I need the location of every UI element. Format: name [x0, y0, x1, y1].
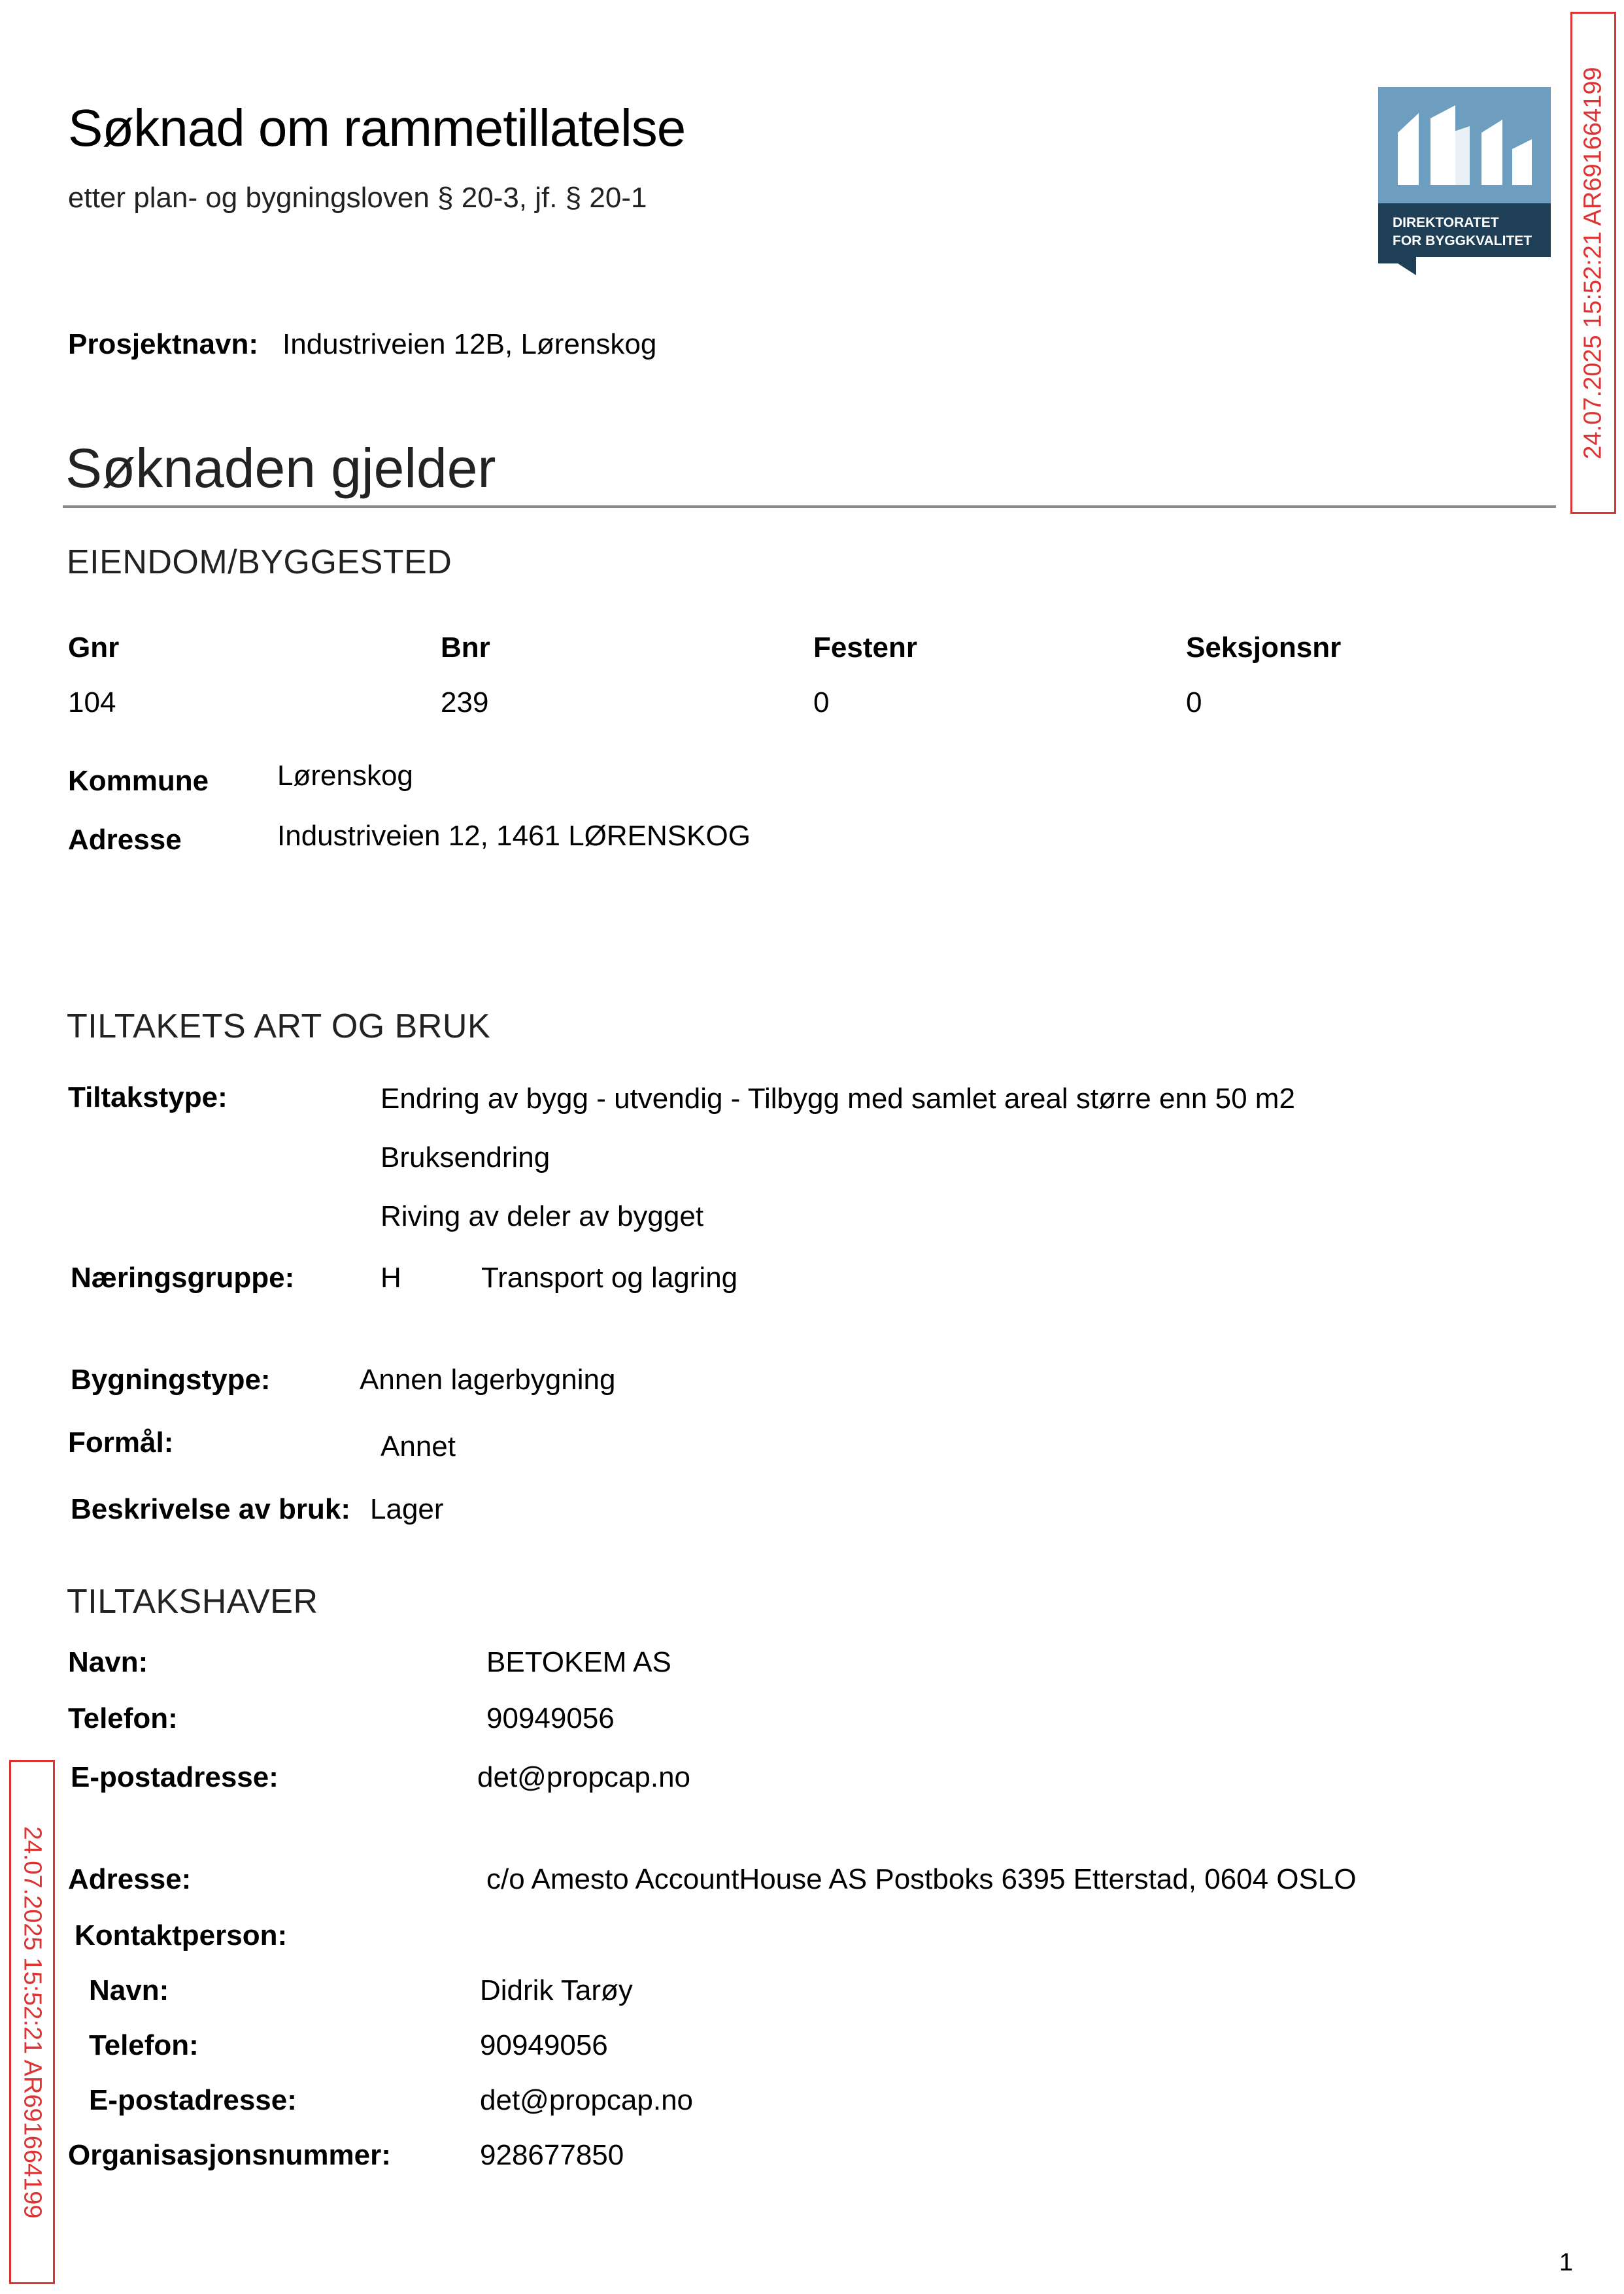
tiltakshaver-navn-label: Navn: [68, 1646, 148, 1678]
tiltakshaver-adresse-value: c/o Amesto AccountHouse AS Postboks 6395 Etterstad, 0604 OSLO [486, 1863, 1357, 1895]
bygningstype-label: Bygningstype: [71, 1364, 271, 1396]
document-subtitle: etter plan- og bygningsloven § 20-3, jf. § 20-1 [68, 182, 647, 214]
tiltakstype-value-3: Riving av deler av bygget [381, 1200, 704, 1232]
beskrivelse-av-bruk-label: Beskrivelse av bruk: [71, 1493, 351, 1525]
logo-text-line2: FOR BYGGKVALITET [1393, 233, 1532, 248]
formal-label: Formål: [68, 1426, 174, 1459]
organisasjonsnummer-label: Organisasjonsnummer: [68, 2139, 391, 2171]
tiltakshaver-telefon-value: 90949056 [486, 1702, 615, 1734]
kontaktperson-navn-label: Navn: [89, 1974, 169, 2006]
kontaktperson-epost-label: E-postadresse: [89, 2084, 297, 2116]
tiltakshaver-epost-label: E-postadresse: [71, 1761, 279, 1793]
beskrivelse-av-bruk-value: Lager [370, 1493, 444, 1525]
adresse-label: Adresse [68, 824, 182, 856]
adresse-value: Industriveien 12, 1461 LØRENSKOG [277, 820, 751, 852]
tiltakshaver-navn-value: BETOKEM AS [486, 1646, 671, 1678]
kontaktperson-navn-value: Didrik Tarøy [480, 1974, 633, 2006]
seksjonsnr-label: Seksjonsnr [1186, 632, 1342, 664]
stamp-text: 24.07.2025 15:52:21 AR691664199 [18, 1825, 46, 2219]
document-title: Søknad om rammetillatelse [68, 99, 686, 157]
organisasjonsnummer-value: 928677850 [480, 2139, 624, 2171]
naeringsgruppe-value: Transport og lagring [481, 1262, 738, 1294]
kontaktperson-telefon-value: 90949056 [480, 2029, 608, 2061]
section-title: Søknaden gjelder [65, 437, 496, 499]
kommune-label: Kommune [68, 765, 209, 797]
bnr-label: Bnr [441, 632, 490, 664]
kontaktperson-telefon-label: Telefon: [89, 2029, 199, 2061]
naeringsgruppe-code: H [381, 1262, 401, 1294]
gnr-label: Gnr [68, 632, 120, 664]
stamp-text: 24.07.2025 15:52:21 AR691664199 [1579, 66, 1607, 460]
timestamp-stamp-bottom [9, 1760, 55, 2284]
tiltakshaver-epost-value: det@propcap.no [477, 1761, 691, 1793]
dibk-logo [1378, 87, 1551, 275]
gnr-value: 104 [68, 686, 116, 718]
tiltakshaver-adresse-label: Adresse: [68, 1863, 192, 1895]
page-number: 1 [1559, 2249, 1573, 2276]
tiltakstype-value-2: Bruksendring [381, 1141, 550, 1173]
tiltakstype-value-1: Endring av bygg - utvendig - Tilbygg med samlet areal større enn 50 m2 [381, 1083, 1295, 1115]
eiendom-heading: EIENDOM/BYGGESTED [67, 543, 452, 581]
bnr-value: 239 [441, 686, 489, 718]
logo-text-line1: DIREKTORATET [1393, 215, 1499, 230]
kommune-value: Lørenskog [277, 760, 413, 792]
timestamp-stamp-top [1570, 12, 1616, 514]
tiltakshaver-heading: TILTAKSHAVER [67, 1583, 318, 1621]
seksjonsnr-value: 0 [1186, 686, 1202, 718]
naeringsgruppe-label: Næringsgruppe: [71, 1262, 295, 1294]
project-name-value: Industriveien 12B, Lørenskog [282, 328, 657, 360]
tiltakstype-label: Tiltakstype: [68, 1081, 228, 1113]
kontaktperson-epost-value: det@propcap.no [480, 2084, 694, 2116]
festenr-value: 0 [813, 686, 830, 718]
tiltakshaver-telefon-label: Telefon: [68, 1702, 178, 1734]
kontaktperson-label: Kontaktperson: [75, 1919, 288, 1951]
project-name-label: Prosjektnavn: [68, 328, 258, 360]
section-divider [63, 505, 1556, 508]
tiltak-heading: TILTAKETS ART OG BRUK [67, 1007, 491, 1045]
bygningstype-value: Annen lagerbygning [360, 1364, 616, 1396]
festenr-label: Festenr [813, 632, 917, 664]
formal-value: Annet [381, 1430, 456, 1462]
